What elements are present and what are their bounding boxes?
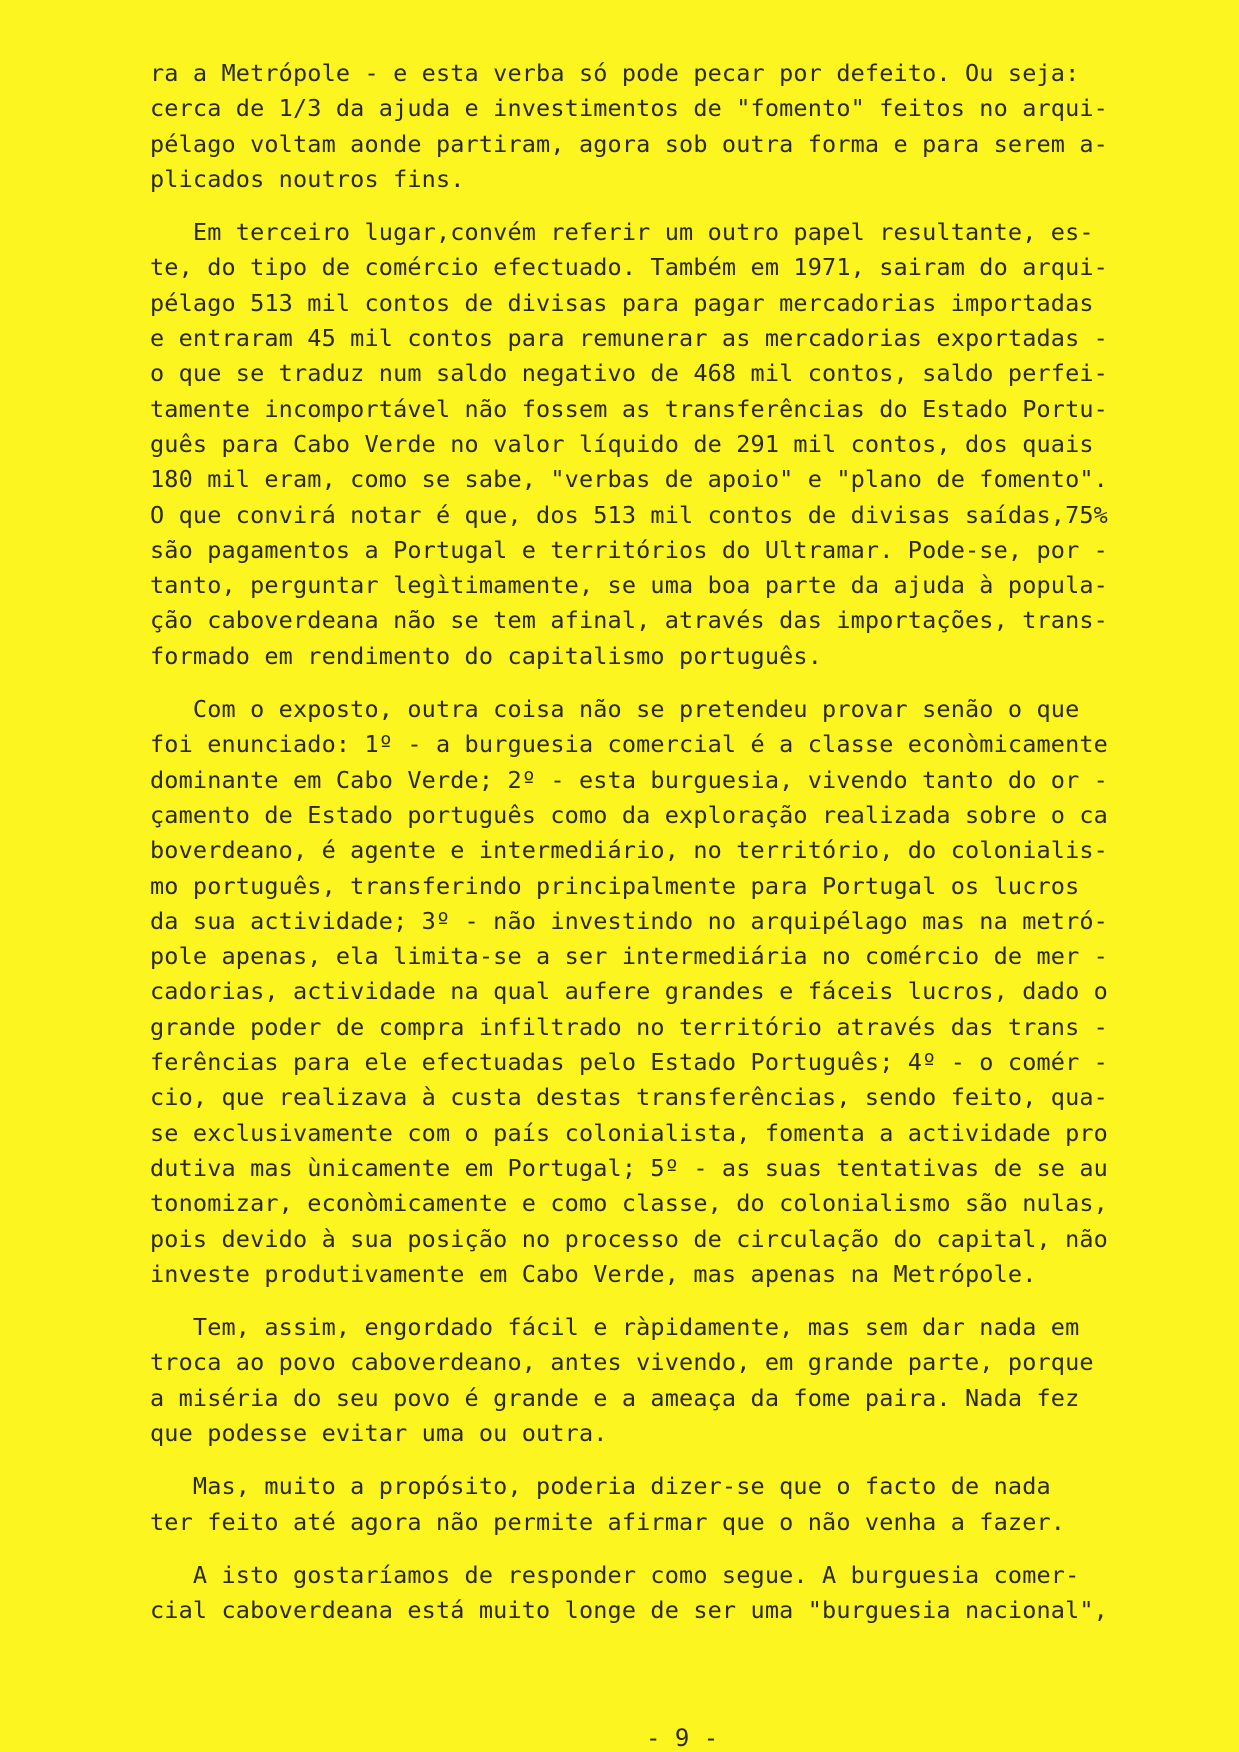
text-line: çamento de Estado português como da exploração realizada sobre o ca [150,800,1108,829]
text-line: a miséria do seu povo é grande e a ameaça da fome paira. Nada fez [150,1383,1080,1412]
text-line: formado em rendimento do capitalismo português. [150,641,823,670]
text-line: pole apenas, ela limita-se a ser intermediária no comércio de mer - [150,942,1108,971]
text-line: O que convirá notar é que, dos 513 mil contos de divisas saídas,75% [150,500,1108,529]
text-line: plicados noutros fins. [150,164,465,193]
text-line: ção caboverdeana não se tem afinal, através das importações, trans- [150,606,1108,635]
text-line: cial caboverdeana está muito longe de ser uma "burguesia nacional", [150,1596,1108,1625]
text-line: 180 mil eram, como se sabe, "verbas de apoio" e "plano de fomento". [150,465,1108,494]
body-text [150,56,1210,1628]
paragraph [150,692,1210,1292]
text-line: ferências para ele efectuadas pelo Estado Português; 4º - o comér - [150,1048,1108,1077]
text-line: o que se traduz num saldo negativo de 468 mil contos, saldo perfei- [150,359,1108,388]
text-line: foi enunciado: 1º - a burguesia comercial é a classe econòmicamente [150,730,1108,759]
text-line: Mas, muito a propósito, poderia dizer-se que o facto de nada [150,1472,1051,1501]
text-line: investe produtivamente em Cabo Verde, mas apenas na Metrópole. [150,1259,1037,1288]
text-line: Em terceiro lugar,convém referir um outro papel resultante, es- [150,218,1094,247]
paragraph [150,1558,1210,1629]
text-line: da sua actividade; 3º - não investindo no arquipélago mas na metró- [150,906,1108,935]
text-line: pélago 513 mil contos de divisas para pagar mercadorias importadas [150,288,1094,317]
text-line: Tem, assim, engordado fácil e ràpidamente, mas sem dar nada em [150,1313,1080,1342]
paragraph [150,1469,1210,1540]
text-line: cadorias, actividade na qual aufere grandes e fáceis lucros, dado o [150,977,1108,1006]
text-line: ter feito até agora não permite afirmar que o não venha a fazer. [150,1507,1066,1536]
text-line: dutiva mas ùnicamente em Portugal; 5º - as suas tentativas de se au [150,1153,1108,1182]
text-line: dominante em Cabo Verde; 2º - esta burguesia, vivendo tanto do or - [150,765,1108,794]
text-line: tanto, perguntar legìtimamente, se uma boa parte da ajuda à popula- [150,571,1108,600]
text-line: cerca de 1/3 da ajuda e investimentos de "fomento" feitos no arqui- [150,94,1108,123]
paragraph [150,1310,1210,1451]
text-line: são pagamentos a Portugal e territórios do Ultramar. Pode-se, por - [150,535,1108,564]
text-line: troca ao povo caboverdeano, antes vivendo, em grande parte, porque [150,1348,1094,1377]
text-line: Com o exposto, outra coisa não se pretendeu provar senão o que [150,695,1080,724]
text-line: cio, que realizava à custa destas transferências, sendo feito, qua- [150,1083,1108,1112]
text-line: tamente incomportável não fossem as transferências do Estado Portu- [150,394,1108,423]
text-line: mo português, transferindo principalmente para Portugal os lucros [150,871,1080,900]
text-line: A isto gostaríamos de responder como segue. A burguesia comer- [150,1560,1080,1589]
text-line: boverdeano, é agente e intermediário, no território, do colonialis- [150,836,1108,865]
text-line: que podesse evitar uma ou outra. [150,1418,608,1447]
text-line: e entraram 45 mil contos para remunerar as mercadorias exportadas - [150,324,1108,353]
text-line: pélago voltam aonde partiram, agora sob outra forma e para serem a- [150,129,1108,158]
text-line: ra a Metrópole - e esta verba só pode pecar por defeito. Ou seja: [150,59,1080,87]
paragraph [150,215,1210,674]
text-line: se exclusivamente com o país colonialista, fomenta a actividade pro [150,1118,1108,1147]
text-line: pois devido à sua posição no processo de circulação do capital, não [150,1224,1108,1253]
text-line: guês para Cabo Verde no valor líquido de 291 mil contos, dos quais [150,429,1094,458]
text-line: tonomizar, econòmicamente e como classe, do colonialismo são nulas, [150,1189,1108,1218]
text-line: grande poder de compra infiltrado no território através das trans - [150,1012,1108,1041]
text-line: te, do tipo de comércio efectuado. Também em 1971, sairam do arqui- [150,253,1108,282]
page-number: - 9 - [646,1724,719,1752]
paragraph [150,56,1210,197]
